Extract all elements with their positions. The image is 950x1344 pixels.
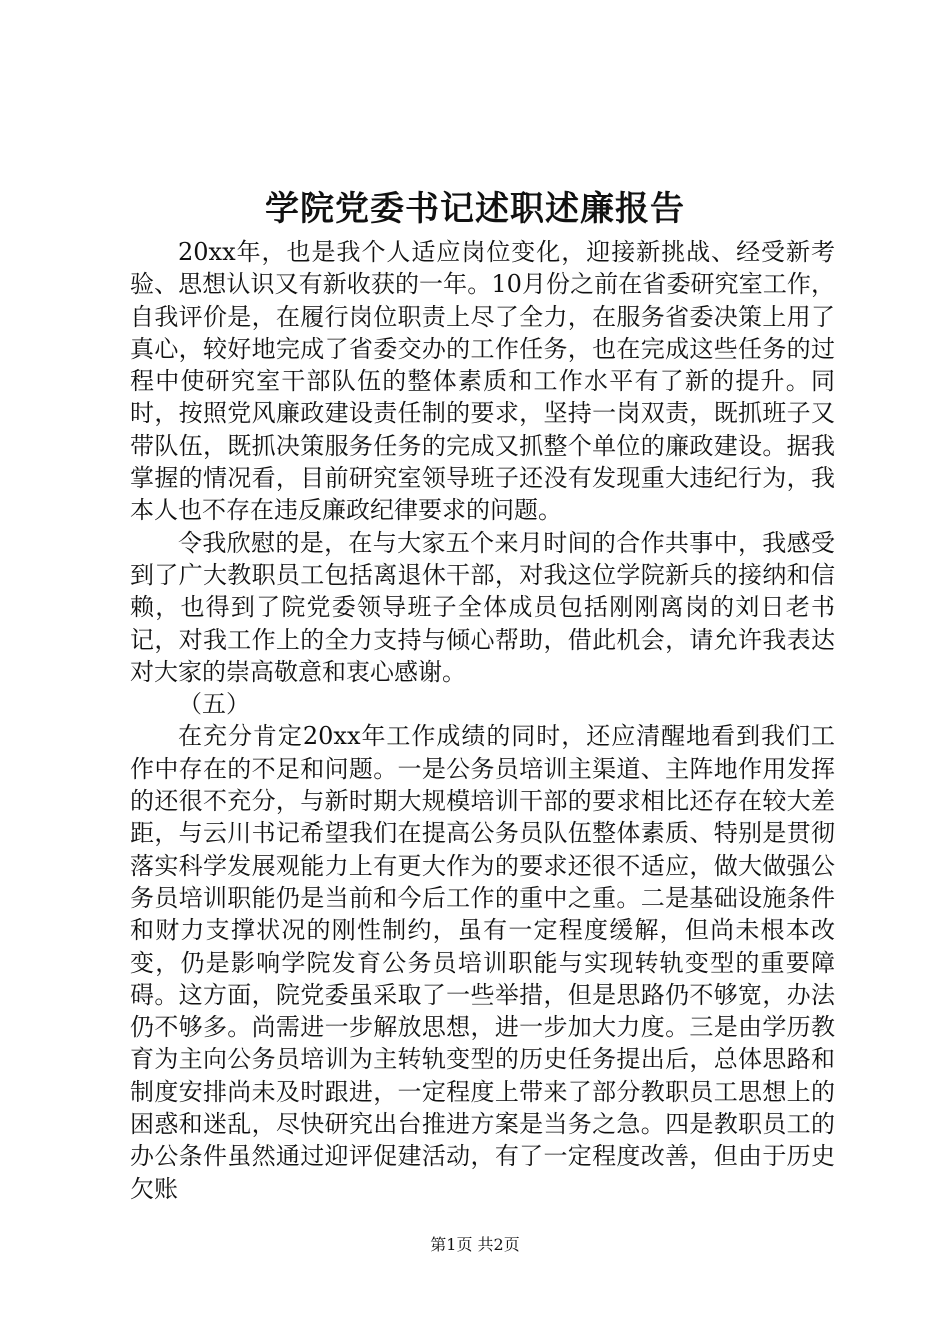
section-marker: （五） bbox=[178, 690, 250, 719]
page-number-footer: 第1页 共2页 bbox=[430, 1235, 520, 1254]
paragraph-2: 令我欣慰的是，在与大家五个来月时间的合作共事中，我感受到了广大教职员工包括离退休干部，对我这位学院新兵的接纳和信赖，也得到了院党委领导班子全体成员包括刚刚离岗的刘日老书记，对我工作上的全力支持与倾心帮助，借此机会，请允许我表达对大家的崇高敬意和衷心感谢。 bbox=[130, 528, 835, 686]
document-title: 学院党委书记述职述廉报告 bbox=[265, 189, 685, 229]
paragraph-1: 20xx年，也是我个人适应岗位变化，迎接新挑战、经受新考验、思想认识又有新收获的一年。10月份之前在省委研究室工作，自我评价是，在履行岗位职责上尽了全力，在服务省委决策上用了真心，较好地完成了省委交办的工作任务，也在完成这些任务的过程中使研究室干部队伍的整体素质和工作水平有了新的提升。同时，按照党风廉政建设责任制的要求，坚持一岗双责，既抓班子又带队伍，既抓决策服务任务的完成又抓整个单位的廉政建设。据我掌握的情况看，目前研究室领导班子还没有发现重大违纪行为，我本人也不存在违反廉政纪律要求的问题。 bbox=[130, 238, 835, 525]
paragraph-3: 在充分肯定20xx年工作成绩的同时，还应清醒地看到我们工作中存在的不足和问题。一是公务员培训主渠道、主阵地作用发挥的还很不充分，与新时期大规模培训干部的要求相比还存在较大差距，与云川书记希望我们在提高公务员队伍整体素质、特别是贯彻落实科学发展观能力上有更大作为的要求还很不适应，做大做强公务员培训职能仍是当前和今后工作的重中之重。二是基础设施条件和财力支撑状况的刚性制约，虽有一定程度缓解，但尚未根本改变，仍是影响学院发育公务员培训职能与实现转轨变型的重要障碍。这方面，院党委虽采取了一些举措，但是思路仍不够宽，办法仍不够多。尚需进一步解放思想，进一步加大力度。三是由学历教育为主向公务员培训为主转轨变型的历史任务提出后，总体思路和制度安排尚未及时跟进，一定程度上带来了部分教职员工思想上的困惑和迷乱，尽快研究出台推进方案是当务之急。四是教职员工的办公条件虽然通过迎评促建活动，有了一定程度改善，但由于历史欠账 bbox=[130, 722, 835, 1203]
document-body bbox=[130, 236, 835, 1205]
